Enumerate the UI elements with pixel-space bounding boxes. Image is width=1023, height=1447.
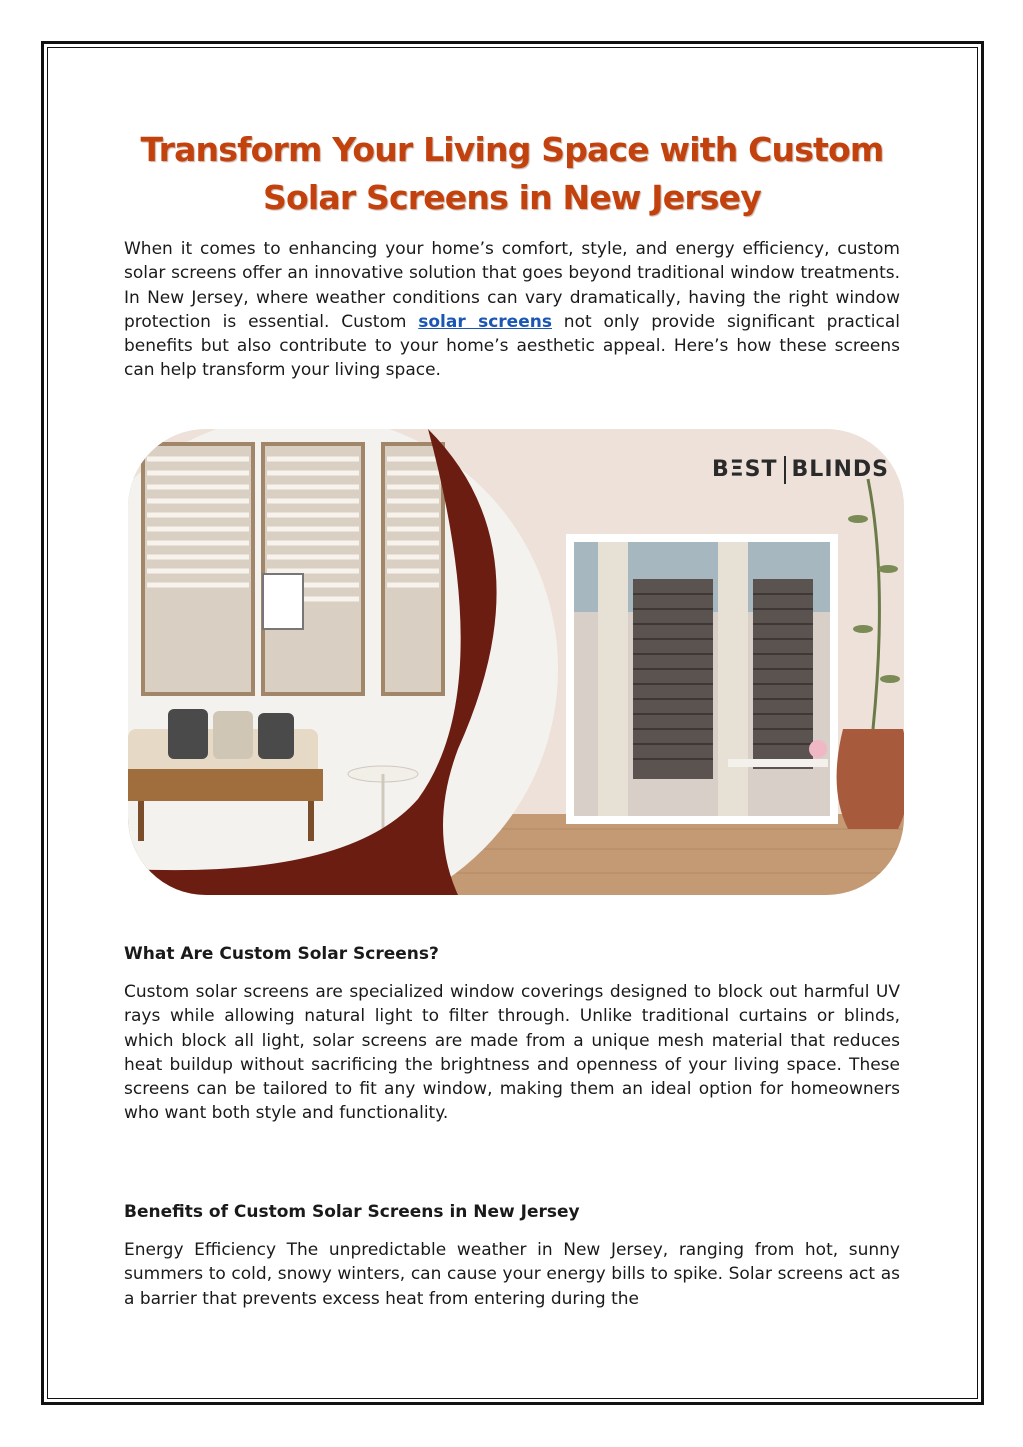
brand-best: BΞST bbox=[712, 457, 778, 482]
page-title bbox=[124, 126, 900, 222]
title-line-2: Solar Screens in New Jersey bbox=[263, 178, 761, 217]
title-line-1: Transform Your Living Space with Custom bbox=[140, 130, 884, 169]
left-window bbox=[143, 444, 443, 694]
inset-photo bbox=[566, 534, 838, 824]
intro-text-start: When it comes to enhancing your home’s comfort, style, and energy efficiency, custom solar screens offer an innovative solution that goes beyond traditional window treatments. In New Jersey, where weather conditions can vary dramatically, having the right window protection is essential. Custom bbox=[124, 239, 900, 332]
hero-image bbox=[128, 429, 904, 895]
intro-paragraph bbox=[124, 237, 900, 383]
room-illustration bbox=[128, 429, 904, 895]
brand-blinds: BLINDS bbox=[791, 457, 890, 482]
section-paragraph-benefits: Energy Efficiency The unpredictable weather in New Jersey, ranging from hot, sunny summers to cold, snowy winters, can cause your energy bills to spike. Solar screens act as a barrier that prevents excess heat from entering during the bbox=[124, 1240, 900, 1309]
best-blinds-logo bbox=[712, 456, 889, 484]
wall-picture bbox=[263, 574, 303, 629]
section-paragraph-what: Custom solar screens are specialized window coverings designed to block out harmful UV rays while allowing natural light to filter through. Unlike traditional curtains or blinds, which block all light, solar screens are made from a unique mesh material that reduces heat buildup without sacrificing the brightness and openness of your living space. These screens can be tailored to fit any window, making them an ideal option for homeowners who want both style and functionality. bbox=[124, 982, 900, 1124]
section-heading-what: What Are Custom Solar Screens? bbox=[124, 944, 439, 964]
section-heading-benefits: Benefits of Custom Solar Screens in New Jersey bbox=[124, 1202, 580, 1222]
solar-screens-link[interactable]: solar screens bbox=[418, 311, 552, 332]
brand-separator bbox=[784, 456, 786, 484]
intro-text-end: not only provide significant practical benefits but also contribute to your home’s aesthetic appeal. Here’s how these screens can help transform your living space. bbox=[124, 311, 900, 381]
